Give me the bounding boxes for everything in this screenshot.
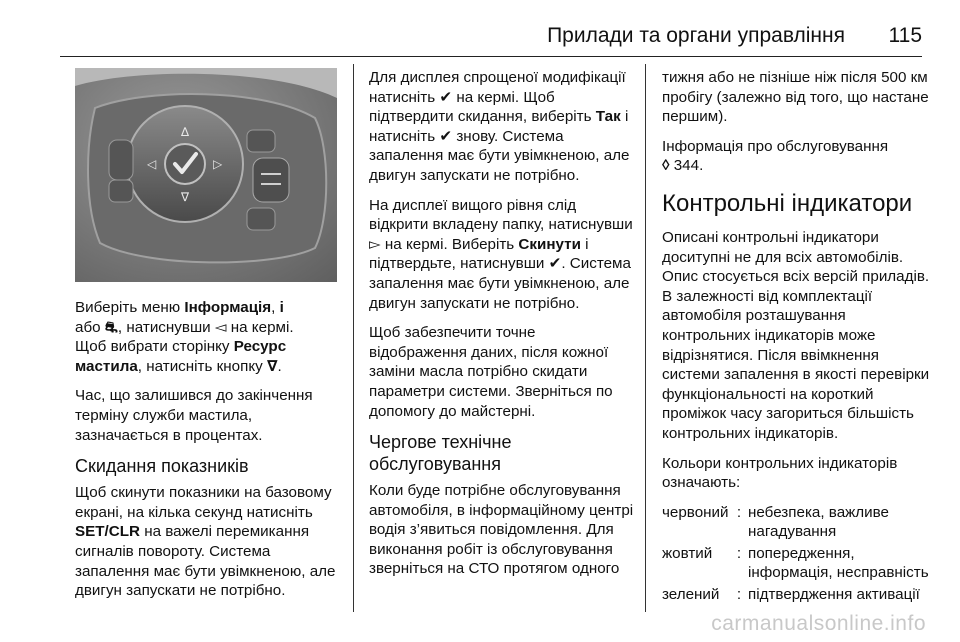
left-arrow-icon: ◅ — [214, 318, 227, 336]
column-divider-2 — [645, 64, 646, 612]
paragraph-service-ref: Інформація про обслуговування ◊ 344. — [662, 137, 889, 175]
heading-service: Чергове технічне обслуговування — [369, 432, 512, 475]
check-icon: ✔ — [548, 255, 562, 273]
header-rule — [60, 56, 922, 57]
watermark: carmanualsonline.info — [711, 612, 926, 635]
heading-indicators: Контрольні індикатори — [662, 189, 913, 217]
svg-text:▷: ▷ — [213, 157, 223, 171]
steering-wheel-controls-icon — [75, 68, 337, 282]
page-header — [0, 0, 960, 60]
down-arrow-icon: ∇ — [266, 357, 278, 375]
right-arrow-icon: ▻ — [369, 235, 381, 253]
paragraph-service: Коли буде потрібне обслуговування автомобіля, в інформаційному центрі водія з’явиться повідомлення. Для виконання робіт із обслуговування зверніться на СТО протягом одного — [369, 482, 634, 578]
check-icon: ✔ — [439, 88, 453, 106]
indicator-colors-table — [662, 503, 932, 607]
car-icon: ⛐ — [104, 318, 118, 336]
paragraph-oil-life: Час, що залишився до закінчення терміну служби мастила, зазначається в процентах. — [75, 387, 313, 444]
paragraph-simple-display: Для дисплея спрощеної модифікації натисніть ✔ на кермі. Щоб підтвердити скидання, виберіть Так і натисніть ✔ знову. Система запалення має бути увімкненою, але двигун запускати не потрібно. — [369, 69, 630, 184]
paragraph-service-cont: тижня або не пізніше ніж після 500 км пробігу (залежно від того, що настане першим). — [662, 69, 929, 126]
paragraph-advanced-display: На дисплеї вищого рівня слід відкрити вкладену папку, натиснувши ▻ на кермі. Виберіть Скинути і підтвердьте, натиснувши ✔. Система запалення має бути увімкненою, але двигун запускати не потрібно. — [369, 196, 633, 312]
table-row: зелений : підтвердження активації — [662, 586, 920, 604]
paragraph-accuracy: Щоб забезпечити точне відображення даних, після кожної заміни масла потрібно скидати параметри системи. Зверніться по допомогу до майстерні. — [369, 324, 613, 420]
heading-reset: Скидання показників — [75, 456, 249, 477]
svg-text:◁: ◁ — [147, 157, 157, 171]
column-3 — [662, 68, 932, 607]
table-row: червоний : небезпека, важливе нагадування — [662, 503, 889, 541]
paragraph-reset: Щоб скинути показники на базовому екрані, на кілька секунд натисніть SET/CLR на важелі перемикання сигналів повороту. Система запалення має бути увімкненою, але двигун запускати не потрібно. — [75, 484, 336, 600]
column-divider-1 — [353, 64, 354, 612]
paragraph-info-menu: Виберіть меню Інформація, i або ⛐, натиснувши ◅ на кермі. Щоб вибрати сторінку Ресурс мастила, натисніть кнопку ∇. — [75, 299, 294, 375]
page-title: Прилади та органи управління — [547, 24, 845, 47]
svg-text:∆: ∆ — [181, 125, 190, 139]
page-number: 115 — [888, 24, 922, 47]
check-icon: ✔ — [439, 127, 453, 145]
paragraph-colors-intro: Кольори контрольних індикаторів означають: — [662, 454, 898, 492]
paragraph-indicators: Описані контрольні індикатори доситупні не для всіх автомобілів. Опис стосується всіх версій приладів. В залежності від комплектації автомобіля розташування контрольних індикаторів може відрізнятися. Після ввімкнення системи запалення в якості перевірки функціональності на короткий проміжок часу загориться більшість контрольних індикаторів. — [662, 228, 930, 442]
table-row: жовтий : попередження, інформація, несправність — [662, 544, 929, 582]
column-1 — [75, 68, 343, 611]
page-reference-icon: ◊ — [662, 157, 670, 175]
column-2 — [369, 68, 637, 589]
svg-text:∇: ∇ — [181, 190, 190, 204]
steering-wheel-figure — [75, 68, 337, 282]
info-icon: i — [279, 299, 284, 316]
